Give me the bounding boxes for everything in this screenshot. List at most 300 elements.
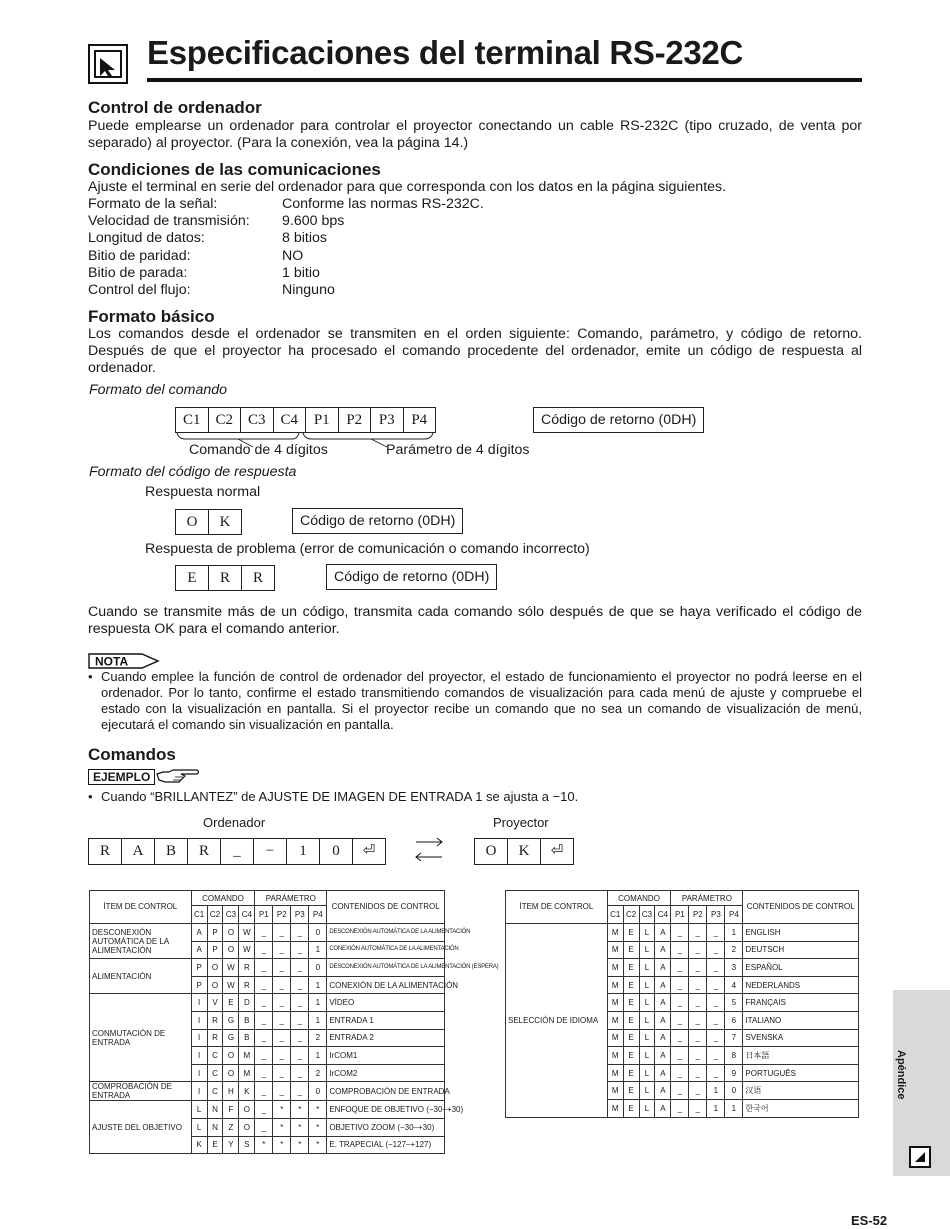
title-icon [88, 44, 128, 84]
param-value: NO [282, 247, 304, 264]
cmd-format-label: Formato del comando [89, 382, 228, 398]
code-cell: _ [671, 1064, 689, 1082]
code-cell: K [191, 1136, 207, 1154]
code-cell: D [239, 994, 255, 1012]
code-cell: 0 [309, 1082, 327, 1101]
code-cell: _ [255, 1011, 273, 1029]
code-cell: 1 [309, 1011, 327, 1029]
code-cell: _ [255, 1118, 273, 1136]
th-col: C2 [207, 906, 223, 924]
example-text: Cuando “BRILLANTEZ” de AJUSTE DE IMAGEN DE ENTRADA 1 se ajusta a −10. [101, 789, 579, 804]
comms-intro: Ajuste el terminal en serie del ordenador para que corresponda con los datos en la página siguientes. [88, 179, 727, 195]
code-cell: _ [273, 1029, 291, 1047]
code-cell: R [207, 1029, 223, 1047]
cell: R [209, 566, 242, 590]
error-label: Respuesta de problema (error de comunicación o comando incorrecto) [145, 541, 590, 557]
code-cell: 9 [725, 1064, 743, 1082]
code-cell: I [191, 994, 207, 1012]
title-rule [147, 78, 862, 82]
note-text: Cuando emplee la función de control de ordenador del proyector, el estado de funcionamiento el proyector no podrá leerse en el ordenador. Por lo tanto, confirme el estado transmitiendo comandos de visualización para cada menú de ajuste y compruebe el estado con la visualización en pantalla. Si el proyector recibe un comando que no sea un comando de visualización de menú, ejecutará el comando sin visualización en pantalla. [101, 669, 862, 732]
code-cell: L [639, 1099, 655, 1117]
code-cell: M [607, 1082, 623, 1100]
code-cell: R [207, 1011, 223, 1029]
code-cell: Y [223, 1136, 239, 1154]
code-cell: _ [689, 941, 707, 959]
command-table-left [89, 890, 499, 1154]
cell: R [188, 839, 221, 864]
code-cell: _ [671, 1099, 689, 1117]
ok-cells [175, 509, 242, 535]
code-cell: _ [291, 1082, 309, 1101]
code-cell: A [655, 994, 671, 1012]
code-cell: O [207, 959, 223, 977]
code-cell: 1 [725, 924, 743, 942]
cell: − [254, 839, 287, 864]
code-cell: O [223, 924, 239, 942]
code-cell: _ [689, 994, 707, 1012]
code-cell: F [223, 1101, 239, 1119]
param-value: Conforme las normas RS-232C. [282, 196, 484, 212]
cell: _ [221, 839, 254, 864]
contents-cell: FRANÇAIS [743, 994, 859, 1012]
contents-cell: ENTRADA 1 [327, 1011, 445, 1029]
code-cell: _ [689, 976, 707, 994]
appendix-icon [909, 1146, 931, 1168]
code-cell: W [223, 976, 239, 994]
code-cell: M [607, 1029, 623, 1047]
code-cell: M [239, 1064, 255, 1082]
code-cell: E [623, 1047, 639, 1065]
code-cell: W [223, 959, 239, 977]
cell: K [219, 514, 231, 530]
code-cell: R [239, 976, 255, 994]
code-cell: _ [689, 959, 707, 977]
code-cell: A [655, 959, 671, 977]
contents-cell: ESPAÑOL [743, 959, 859, 977]
code-cell: A [655, 1047, 671, 1065]
code-cell: I [191, 1082, 207, 1101]
code-cell: A [655, 1011, 671, 1029]
th-col: P1 [671, 906, 689, 924]
note-badge [88, 653, 160, 669]
err-return-box: Código de retorno (0DH) [326, 564, 497, 590]
th-col: P4 [309, 906, 327, 924]
code-cell: _ [255, 1064, 273, 1082]
ok-return-box: Código de retorno (0DH) [292, 508, 463, 534]
code-cell: B [239, 1011, 255, 1029]
code-cell: _ [291, 924, 309, 942]
code-cell: _ [689, 1064, 707, 1082]
code-cell: O [223, 1064, 239, 1082]
param-caption: Parámetro de 4 dígitos [386, 442, 530, 458]
contents-cell: 日本語 [743, 1047, 859, 1065]
code-cell: 1 [725, 1099, 743, 1117]
contents-cell: ENTRADA 2 [327, 1029, 445, 1047]
code-cell: G [223, 1011, 239, 1029]
code-cell: E [623, 941, 639, 959]
comms-heading: Condiciones de las comunicaciones [88, 160, 381, 179]
code-cell: * [273, 1136, 291, 1154]
code-cell: _ [689, 1099, 707, 1117]
control-text: Puede emplearse un ordenador para controlar el proyector conectando un cable RS-232C (tipo cruzado, de venta por separado) al proyector. (Para la conexión, vea la página 14.) [88, 118, 862, 151]
th-contents: CONTENIDOS DE CONTROL [743, 891, 859, 924]
code-cell: L [191, 1101, 207, 1119]
code-cell: O [223, 1047, 239, 1065]
th-col: P3 [291, 906, 309, 924]
code-cell: L [639, 1064, 655, 1082]
code-cell: _ [689, 1047, 707, 1065]
code-cell: K [239, 1082, 255, 1101]
param-value: Ninguno [282, 282, 335, 298]
th-col: C1 [191, 906, 207, 924]
contents-cell: ENGLISH [743, 924, 859, 942]
code-cell: _ [291, 941, 309, 959]
code-cell: E [623, 1029, 639, 1047]
code-cell: _ [707, 924, 725, 942]
code-cell: * [273, 1118, 291, 1136]
code-cell: * [255, 1136, 273, 1154]
code-cell: _ [255, 959, 273, 977]
page-number: ES-52 [851, 1213, 888, 1228]
normal-label: Respuesta normal [145, 484, 261, 500]
transfer-arrows-icon [412, 833, 446, 865]
code-cell: M [607, 924, 623, 942]
item-cell: ALIMENTACIÓN [90, 959, 192, 994]
item-cell: DESCONEXIÓN AUTOMÁTICA DE LA ALIMENTACIÓN [90, 924, 192, 959]
cell: C2 [209, 408, 242, 432]
pointing-hand-icon [155, 768, 201, 786]
code-cell: O [239, 1118, 255, 1136]
code-cell: 2 [309, 1029, 327, 1047]
contents-cell: COMPROBACIÓN DE ENTRADA [327, 1082, 445, 1101]
contents-cell: NEDERLANDS [743, 976, 859, 994]
code-cell: G [223, 1029, 239, 1047]
page-title: Especificaciones del terminal RS-232C [147, 34, 743, 71]
code-cell: C [207, 1064, 223, 1082]
code-cell: _ [689, 1029, 707, 1047]
example-bullet: • [88, 789, 93, 804]
code-cell: S [239, 1136, 255, 1154]
code-cell: _ [689, 1011, 707, 1029]
code-cell: _ [671, 1011, 689, 1029]
code-cell: E [623, 924, 639, 942]
code-cell: _ [291, 1047, 309, 1065]
code-cell: 8 [725, 1047, 743, 1065]
code-cell: B [239, 1029, 255, 1047]
contents-cell: E. TRAPECIAL (−127–+127) [327, 1136, 445, 1154]
code-cell: 1 [309, 994, 327, 1012]
code-cell: L [191, 1118, 207, 1136]
code-cell: L [639, 1082, 655, 1100]
param-label: Longitud de datos: [88, 230, 205, 247]
code-cell: 0 [725, 1082, 743, 1100]
code-cell: M [607, 1047, 623, 1065]
code-cell: _ [255, 1047, 273, 1065]
param-label: Control del flujo: [88, 282, 191, 298]
code-cell: N [207, 1118, 223, 1136]
code-cell: R [239, 959, 255, 977]
contents-cell: DESCONEXIÓN AUTOMÁTICA DE LA ALIMENTACIÓN [327, 924, 445, 942]
code-cell: _ [291, 994, 309, 1012]
param-value: 1 bitio [282, 264, 320, 281]
code-cell: _ [273, 994, 291, 1012]
cell: K [508, 839, 541, 864]
code-cell: * [309, 1101, 327, 1119]
code-cell: E [623, 976, 639, 994]
code-cell: P [207, 941, 223, 959]
code-cell: E [623, 1099, 639, 1117]
code-cell: A [655, 1099, 671, 1117]
contents-cell: DEUTSCH [743, 941, 859, 959]
commands-heading: Comandos [88, 745, 176, 764]
contents-cell: VÍDEO [327, 994, 445, 1012]
cell: C1 [176, 408, 209, 432]
code-cell: I [191, 1064, 207, 1082]
th-command: COMANDO [607, 891, 671, 906]
code-cell: 1 [309, 941, 327, 959]
code-cell: M [239, 1047, 255, 1065]
code-cell: A [191, 924, 207, 942]
example-badge-text: EJEMPLO [88, 769, 155, 785]
proj-label: Proyector [493, 815, 549, 830]
pc-label: Ordenador [203, 815, 266, 830]
code-cell: _ [273, 1011, 291, 1029]
code-cell: P [191, 959, 207, 977]
contents-cell: ITALIANO [743, 1011, 859, 1029]
code-cell: M [607, 994, 623, 1012]
code-cell: L [639, 1011, 655, 1029]
code-cell: A [655, 924, 671, 942]
code-cell: 1 [707, 1099, 725, 1117]
code-cell: _ [255, 1101, 273, 1119]
code-cell: _ [255, 1082, 273, 1101]
th-col: C4 [239, 906, 255, 924]
contents-cell: PORTUGUÊS [743, 1064, 859, 1082]
code-cell: C [207, 1047, 223, 1065]
code-cell: 6 [725, 1011, 743, 1029]
code-cell: A [655, 976, 671, 994]
code-cell: M [607, 1064, 623, 1082]
code-cell: M [607, 1099, 623, 1117]
cell: O [475, 839, 508, 864]
th-col: C3 [639, 906, 655, 924]
code-cell: Z [223, 1118, 239, 1136]
side-tab-label: Apéndice [895, 1050, 907, 1100]
code-cell: _ [671, 1082, 689, 1100]
after-text: Cuando se transmite más de un código, transmita cada comando sólo después de que se haya verificado el código de respuesta OK para el comando anterior. [88, 604, 862, 637]
th-parameter: PARÁMETRO [255, 891, 327, 906]
th-contents: CONTENIDOS DE CONTROL [327, 891, 445, 924]
code-cell: _ [671, 1047, 689, 1065]
contents-cell: OBJETIVO ZOOM (−30–+30) [327, 1118, 445, 1136]
resp-format-label: Formato del código de respuesta [89, 464, 297, 480]
code-cell: _ [255, 924, 273, 942]
code-cell: _ [255, 976, 273, 994]
code-cell: _ [273, 924, 291, 942]
code-cell: _ [273, 941, 291, 959]
cell: P4 [411, 412, 428, 428]
cell: P2 [339, 408, 372, 432]
code-cell: * [309, 1136, 327, 1154]
code-cell: 0 [309, 924, 327, 942]
th-col: P3 [707, 906, 725, 924]
code-cell: _ [671, 976, 689, 994]
cell: R [89, 839, 122, 864]
th-col: P2 [273, 906, 291, 924]
code-cell: 2 [309, 1064, 327, 1082]
th-item: ÍTEM DE CONTROL [506, 891, 608, 924]
code-cell: _ [291, 959, 309, 977]
code-cell: A [655, 941, 671, 959]
code-cell: * [291, 1118, 309, 1136]
example-badge [88, 768, 201, 786]
contents-cell: IrCOM2 [327, 1064, 445, 1082]
table-row [90, 994, 445, 1012]
code-cell: * [291, 1136, 309, 1154]
cell: 0 [320, 839, 353, 864]
code-cell: _ [273, 1047, 291, 1065]
code-cell: C [207, 1082, 223, 1101]
cell: 1 [287, 839, 320, 864]
note-bullet: • [88, 669, 93, 684]
th-col: C2 [623, 906, 639, 924]
code-cell: V [207, 994, 223, 1012]
code-cell: E [207, 1136, 223, 1154]
th-parameter: PARÁMETRO [671, 891, 743, 906]
code-cell: _ [689, 1082, 707, 1100]
code-cell: _ [707, 994, 725, 1012]
code-cell: I [191, 1011, 207, 1029]
code-cell: A [191, 941, 207, 959]
code-cell: _ [707, 959, 725, 977]
table-row [90, 959, 445, 977]
param-label: Velocidad de transmisión: [88, 213, 250, 230]
contents-cell: CONEXIÓN AUTOMÁTICA DE LA ALIMENTACIÓN [327, 941, 445, 959]
code-cell: E [623, 959, 639, 977]
code-cell: I [191, 1029, 207, 1047]
contents-cell: ENFOQUE DE OBJETIVO (−30–+30) [327, 1101, 445, 1119]
code-cell: L [639, 1047, 655, 1065]
contents-cell: DESCONEXIÓN AUTOMÁTICA DE LA ALIMENTACIÓN (ESPERA) [327, 959, 445, 977]
code-cell: E [623, 1082, 639, 1100]
code-cell: 3 [725, 959, 743, 977]
pc-cells [88, 838, 386, 865]
code-cell: _ [707, 1029, 725, 1047]
code-cell: _ [255, 1029, 273, 1047]
cell: A [122, 839, 155, 864]
code-cell: _ [291, 1011, 309, 1029]
code-cell: M [607, 976, 623, 994]
th-item: ÍTEM DE CONTROL [90, 891, 192, 924]
code-cell: O [239, 1101, 255, 1119]
code-cell: L [639, 1029, 655, 1047]
code-cell: E [623, 1011, 639, 1029]
code-cell: A [655, 1064, 671, 1082]
code-cell: L [639, 976, 655, 994]
table-row [506, 924, 859, 942]
cell: P1 [306, 408, 339, 432]
command-cells [175, 407, 436, 433]
code-cell: 4 [725, 976, 743, 994]
code-cell: _ [707, 1011, 725, 1029]
code-cell: * [309, 1118, 327, 1136]
code-cell: 1 [309, 976, 327, 994]
code-cell: 0 [309, 959, 327, 977]
code-cell: _ [671, 1029, 689, 1047]
code-cell: 1 [707, 1082, 725, 1100]
contents-cell: 한국어 [743, 1099, 859, 1117]
item-cell: SELECCIÓN DE IDIOMA [506, 924, 608, 1118]
code-cell: _ [707, 1064, 725, 1082]
cell: P3 [371, 408, 404, 432]
code-cell: _ [273, 1082, 291, 1101]
code-cell: * [291, 1101, 309, 1119]
code-cell: _ [671, 941, 689, 959]
cell: E [176, 566, 209, 590]
code-cell: _ [273, 976, 291, 994]
proj-cells [474, 838, 574, 865]
th-col: C1 [607, 906, 623, 924]
cell: R [252, 570, 263, 586]
contents-cell: SVENSKA [743, 1029, 859, 1047]
code-cell: _ [291, 1064, 309, 1082]
param-label: Bitio de paridad: [88, 247, 191, 264]
basic-heading: Formato básico [88, 307, 215, 326]
contents-cell: 汉语 [743, 1082, 859, 1100]
code-cell: 1 [309, 1047, 327, 1065]
th-col: P1 [255, 906, 273, 924]
item-cell: CONMUTACIÓN DE ENTRADA [90, 994, 192, 1082]
code-cell: N [207, 1101, 223, 1119]
command-table-right [505, 890, 859, 1118]
code-cell: _ [255, 941, 273, 959]
code-cell: L [639, 924, 655, 942]
code-cell: _ [707, 1047, 725, 1065]
code-cell: E [623, 1064, 639, 1082]
code-cell: A [655, 1029, 671, 1047]
code-cell: W [239, 941, 255, 959]
note-badge-text: NOTA [95, 654, 129, 669]
code-cell: _ [291, 1029, 309, 1047]
th-col: P4 [725, 906, 743, 924]
param-value: 8 bitios [282, 230, 327, 247]
table-row [90, 1101, 445, 1119]
code-cell: _ [689, 924, 707, 942]
th-command: COMANDO [191, 891, 255, 906]
param-label: Formato de la señal: [88, 196, 218, 212]
err-cells [175, 565, 275, 591]
code-cell: _ [291, 976, 309, 994]
code-cell: M [607, 941, 623, 959]
code-cell: _ [671, 994, 689, 1012]
cell: C3 [241, 408, 274, 432]
cell: C4 [274, 408, 307, 432]
code-cell: M [607, 1011, 623, 1029]
code-cell: 7 [725, 1029, 743, 1047]
item-cell: COMPROBACIÓN DE ENTRADA [90, 1082, 192, 1101]
th-col: P2 [689, 906, 707, 924]
code-cell: O [207, 976, 223, 994]
code-cell: L [639, 941, 655, 959]
code-cell: 2 [725, 941, 743, 959]
param-label: Bitio de parada: [88, 264, 188, 281]
code-cell: _ [273, 959, 291, 977]
code-cell: W [239, 924, 255, 942]
code-cell: _ [273, 1064, 291, 1082]
code-cell: M [607, 959, 623, 977]
code-cell: O [223, 941, 239, 959]
code-cell: A [655, 1082, 671, 1100]
